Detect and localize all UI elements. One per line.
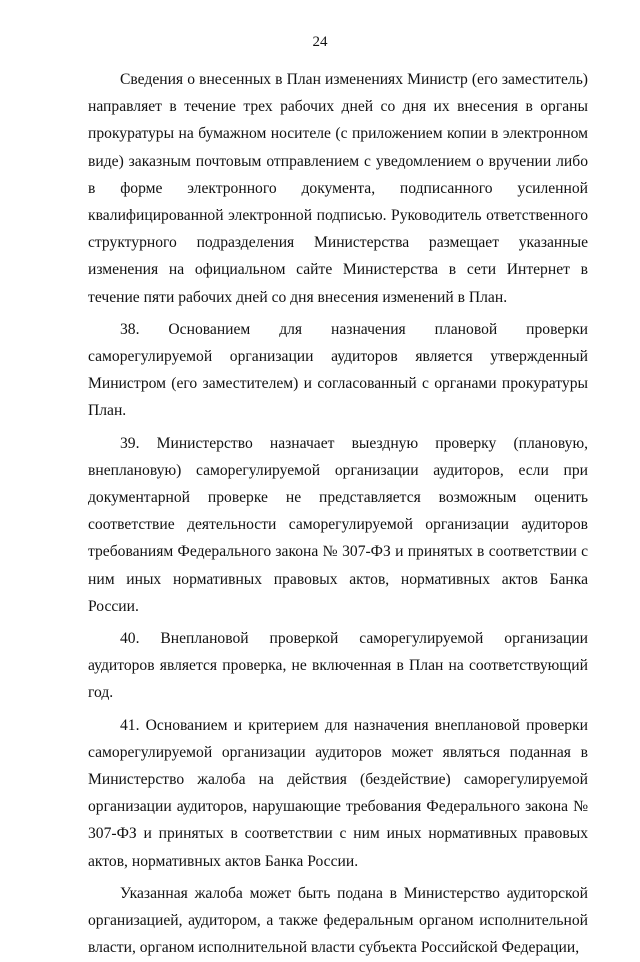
paragraph-41: 41. Основанием и критерием для назначения внеплановой проверки саморегулируемой организации аудиторов может являться поданная в Министерство жалоба на действия (бездействие) саморегулируемой организации аудиторов, нарушающие требования Федерального закона № 307-ФЗ и принятых в соответствии с ним иных нормативных правовых актов, нормативных актов Банка России. xyxy=(88,716,588,870)
document-body xyxy=(88,66,588,962)
paragraph-39: 39. Министерство назначает выездную проверку (плановую, внеплановую) саморегулируемой организации аудиторов, если при документарной проверке не представляется возможным оценить соответствие деятельности саморегулируемой организации аудиторов требованиям Федерального закона № 307-ФЗ и принятых в соответствии с ним иных нормативных правовых актов, нормативных актов Банка России. xyxy=(88,434,588,615)
paragraph-complaint: Указанная жалоба может быть подана в Министерство аудиторской организацией, аудитором, а также федеральным органом исполнительной власти, органом исполнительной власти субъекта Российской Федерации, xyxy=(88,884,588,957)
page-number: 24 xyxy=(312,34,328,50)
paragraph-plan-changes: Сведения о внесенных в План изменениях Министр (его заместитель) направляет в течение трех рабочих дней со дня их внесения в органы прокуратуры на бумажном носителе (с приложением копии в электронном виде) заказным почтовым отправлением с уведомлением о вручении либо в форме электронного документа, подписанного усиленной квалифицированной электронной подписью. Руководитель ответственного структурного подразделения Министерства размещает указанные изменения на официальном сайте Министерства в сети Интернет в течение пяти рабочих дней со дня внесения изменений в План. xyxy=(88,71,588,306)
paragraph-38: 38. Основанием для назначения плановой проверки саморегулируемой организации аудиторов является утвержденный Министром (его заместителем) и согласованный с органами прокуратуры План. xyxy=(88,320,588,420)
paragraph-40: 40. Внеплановой проверкой саморегулируемой организации аудиторов является проверка, не включенная в План на соответствующий год. xyxy=(88,630,588,702)
